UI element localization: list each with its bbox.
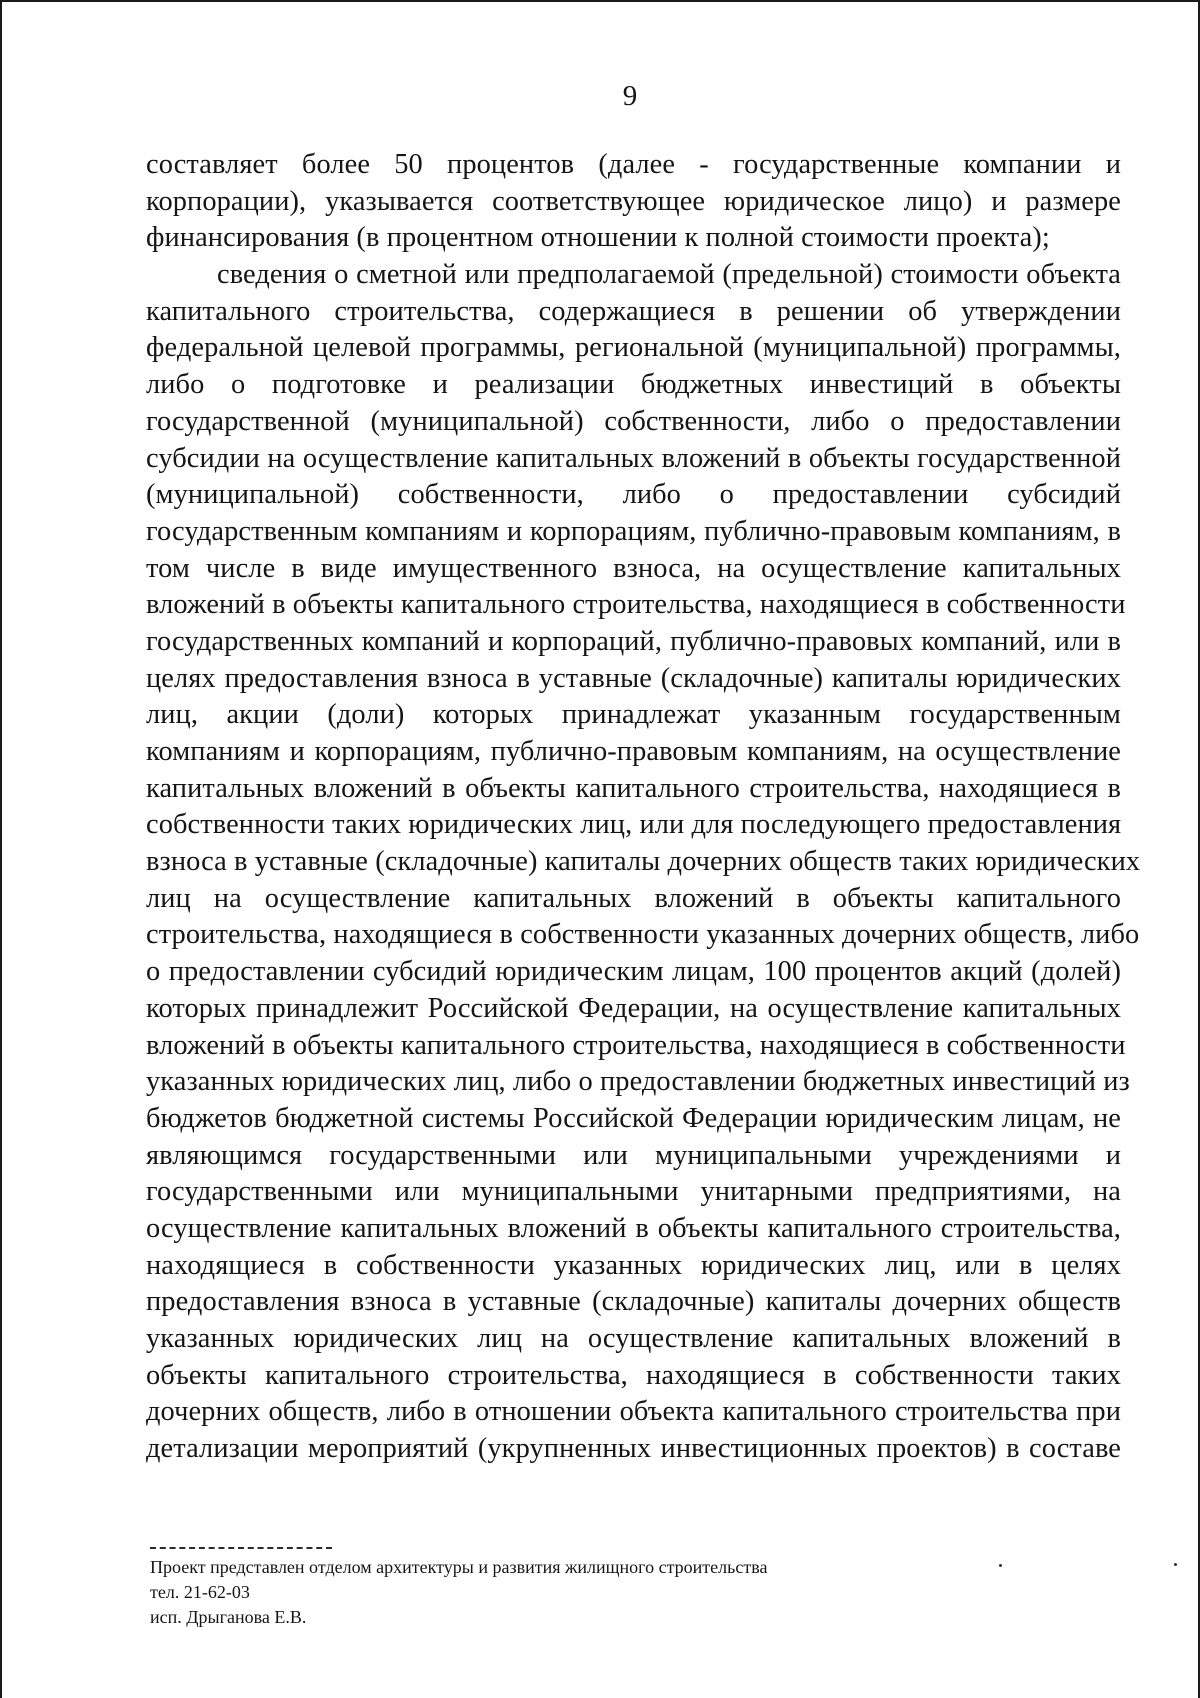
text-line: государственной (муниципальной) собственности, либо о предоставлении bbox=[146, 405, 1121, 437]
text-line: дочерних обществ, либо в отношении объекта капитального строительства при bbox=[146, 1396, 1121, 1428]
text-line: строительства, находящиеся в собственности указанных дочерних обществ, либо bbox=[146, 919, 1140, 951]
text-line: указанных юридических лиц на осуществление капитальных вложений в bbox=[146, 1323, 1121, 1354]
footnote-divider bbox=[150, 1547, 332, 1549]
text-line: лиц на осуществление капитальных вложений в объекты капитального bbox=[146, 882, 1121, 914]
text-line: предоставления взноса в уставные (складочные) капиталы дочерних обществ bbox=[146, 1286, 1121, 1318]
text-line: федеральной целевой программы, региональной (муниципальной) программы, bbox=[146, 332, 1121, 364]
paragraph-start-line: сведения о сметной или предполагаемой (предельной) стоимости объекта bbox=[217, 259, 1121, 291]
text-line: составляет более 50 процентов (далее - государственные компании и bbox=[146, 149, 1121, 180]
footer-department-line: Проект представлен отделом архитектуры и развития жилищного строительства bbox=[150, 1557, 768, 1577]
text-line: которых принадлежит Российской Федерации, на осуществление капитальных bbox=[146, 992, 1121, 1024]
text-line: о предоставлении субсидий юридическим лицам, 100 процентов акций (долей) bbox=[146, 956, 1121, 988]
text-line: вложений в объекты капитального строительства, находящиеся в собственности bbox=[146, 1029, 1126, 1061]
text-line: бюджетов бюджетной системы Российской Федерации юридическим лицам, не bbox=[146, 1102, 1121, 1134]
scan-speck bbox=[999, 1564, 1002, 1567]
text-line: объекты капитального строительства, находящиеся в собственности таких bbox=[146, 1359, 1121, 1391]
text-line: капитальных вложений в объекты капитального строительства, находящиеся в bbox=[146, 772, 1121, 804]
text-line: указанных юридических лиц, либо о предоставлении бюджетных инвестиций из bbox=[146, 1066, 1130, 1098]
text-line: собственности таких юридических лиц, или для последующего предоставления bbox=[146, 809, 1122, 841]
page-number: 9 bbox=[622, 80, 638, 112]
text-line: находящиеся в собственности указанных юридических лиц, или в целях bbox=[146, 1249, 1121, 1281]
text-line: являющимся государственными или муниципальными учреждениями и bbox=[146, 1139, 1121, 1171]
text-line: финансирования (в процентном отношении к полной стоимости проекта); bbox=[146, 222, 1050, 254]
text-line: капитального строительства, содержащиеся в решении об утверждении bbox=[146, 295, 1121, 327]
text-line: детализации мероприятий (укрупненных инвестиционных проектов) в составе bbox=[146, 1433, 1121, 1465]
text-line: том числе в виде имущественного взноса, на осуществление капитальных bbox=[146, 552, 1121, 584]
footer-phone-line: тел. 21-62-03 bbox=[150, 1582, 250, 1602]
text-line: корпорации), указывается соответствующее юридическое лицо) и размере bbox=[146, 185, 1121, 217]
text-line: либо о подготовке и реализации бюджетных инвестиций в объекты bbox=[146, 369, 1121, 401]
text-line: лиц, акции (доли) которых принадлежат указанным государственным bbox=[146, 699, 1121, 731]
text-line: компаниям и корпорациям, публично-правовым компаниям, на осуществление bbox=[146, 736, 1121, 767]
text-line: субсидии на осуществление капитальных вложений в объекты государственной bbox=[146, 442, 1121, 474]
text-line: государственным компаниям и корпорациям, публично-правовым компаниям, в bbox=[146, 515, 1121, 547]
scan-speck bbox=[1174, 1563, 1177, 1566]
text-line: целях предоставления взноса в уставные (складочные) капиталы юридических bbox=[146, 662, 1121, 694]
body-text bbox=[146, 147, 1141, 1468]
text-line: взноса в уставные (складочные) капиталы дочерних обществ таких юридических bbox=[146, 846, 1141, 878]
text-line: государственными или муниципальными унитарными предприятиями, на bbox=[146, 1176, 1121, 1208]
footer-note bbox=[150, 1555, 950, 1630]
footer-executor-line: исп. Дрыганова Е.В. bbox=[150, 1607, 307, 1627]
text-line: осуществление капитальных вложений в объекты капитального строительства, bbox=[146, 1212, 1121, 1244]
text-line: государственных компаний и корпораций, публично-правовых компаний, или в bbox=[146, 625, 1121, 657]
text-line: (муниципальной) собственности, либо о предоставлении субсидий bbox=[146, 479, 1121, 511]
text-line: вложений в объекты капитального строительства, находящиеся в собственности bbox=[146, 589, 1126, 621]
